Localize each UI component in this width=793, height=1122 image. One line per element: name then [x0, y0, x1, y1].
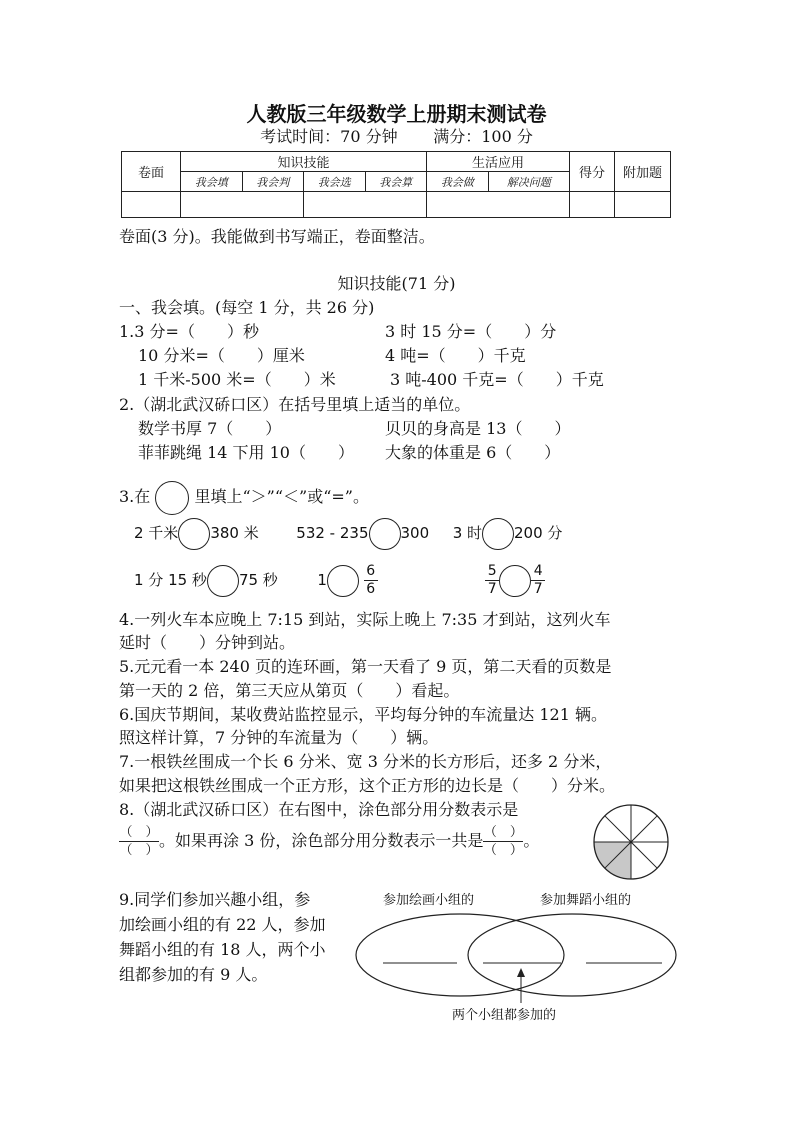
- q1-item: 3 吨-400 千克=（ ）千克: [390, 370, 604, 389]
- fraction: $\frac{5}{7}$: [485, 564, 499, 597]
- compare-circle: [155, 481, 189, 515]
- q2-item: 菲菲跳绳 14 下用 10（ ）: [138, 443, 354, 462]
- venn-label-bottom: 两个小组都参加的: [452, 1008, 557, 1023]
- col-defen: 得分: [570, 152, 615, 192]
- page-title: 人教版三年级数学上册期末测试卷: [246, 102, 547, 126]
- sub-jisuan: 我会算: [365, 172, 427, 192]
- col-fujia: 附加题: [615, 152, 671, 192]
- score-table: [121, 151, 671, 218]
- exam-time: 考试时间：70 分钟: [260, 127, 398, 146]
- arrow-head: [517, 968, 525, 977]
- q3-row2: 1 分 15 秒 75 秒 1 $\frac{6}{6}$ $\frac{5}{7}$ $\frac{4}{7}$: [134, 563, 545, 597]
- compare-circle[interactable]: [482, 518, 514, 550]
- q2-line: 2.（湖北武汉硚口区）在括号里填上适当的单位。: [119, 395, 471, 414]
- score-cell[interactable]: [615, 192, 671, 218]
- compare-circle[interactable]: [369, 518, 401, 550]
- section-title: 知识技能(71 分): [337, 274, 456, 293]
- q1-item: 10 分米=（ ）厘米: [138, 346, 305, 365]
- answer-fraction[interactable]: （ ） （ ）: [483, 825, 523, 858]
- compare-circle[interactable]: [499, 565, 531, 597]
- venn-label-left: 参加绘画小组的: [383, 893, 475, 908]
- score-cell[interactable]: [570, 192, 615, 218]
- answer-fraction[interactable]: （ ） （ ）: [119, 825, 159, 858]
- q8-line1: 8.（湖北武汉硚口区）在右图中，涂色部分用分数表示是: [119, 800, 519, 819]
- q7-line2: 如果把这根铁丝围成一个正方形，这个正方形的边长是（ ）分米。: [119, 776, 616, 795]
- score-cell[interactable]: [181, 192, 304, 218]
- score-cell[interactable]: [427, 192, 570, 218]
- compare-circle[interactable]: [207, 565, 239, 597]
- q9-line1: 9.同学们参加兴趣小组，参: [119, 890, 311, 909]
- q3-line: 3.在 里填上“＞”“＜”或“=”。: [119, 480, 369, 515]
- sub-zuo: 我会做: [427, 172, 489, 192]
- q1-heading: 一、我会填。(每空 1 分，共 26 分): [119, 298, 375, 317]
- q2-item: 贝贝的身高是 13（ ）: [385, 419, 571, 438]
- venn-diagram: [355, 905, 695, 1005]
- q5-line1: 5.元元看一本 240 页的连环画，第一天看了 9 页，第二天看的页数是: [119, 657, 612, 676]
- score-cell[interactable]: [122, 192, 181, 218]
- q6-line2: 照这样计算，7 分钟的车流量为（ ）辆。: [119, 728, 439, 747]
- q1-item: 1 千米-500 米=（ ）米: [138, 370, 336, 389]
- q7-line1: 7.一根铁丝围成一个长 6 分米、宽 3 分米的长方形后，还多 2 分米，: [119, 752, 612, 771]
- venn-label-right: 参加舞蹈小组的: [540, 893, 632, 908]
- q9-line4: 组都参加的有 9 人。: [119, 965, 268, 984]
- compare-circle[interactable]: [327, 565, 359, 597]
- q4-line2: 延时（ ）分钟到站。: [119, 633, 296, 652]
- q5-line2: 第一天的 2 倍，第三天应从第页（ ）看起。: [119, 681, 460, 700]
- exam-info: [0, 124, 793, 147]
- q9-line2: 加绘画小组的有 22 人，参加: [119, 915, 326, 934]
- q1-item: 4 吨=（ ）千克: [385, 346, 526, 365]
- q2-item: 大象的体重是 6（ ）: [385, 443, 561, 462]
- q3-row1: 2 千米 380 米 532 - 235 300 3 时 200 分: [134, 516, 562, 550]
- q9-line3: 舞蹈小组的有 18 人，两个小: [119, 940, 326, 959]
- sub-tianxie: 我会填: [181, 172, 243, 192]
- venn-ellipse-right: [468, 914, 676, 996]
- neatness-note: 卷面(3 分)。我能做到书写端正，卷面整洁。: [119, 227, 435, 246]
- compare-circle[interactable]: [178, 518, 210, 550]
- q8-line2: （ ） （ ） 。如果再涂 3 份，涂色部分用分数表示一共是 （ ） （ ） 。: [119, 825, 540, 858]
- q2-item: 数学书厚 7（ ）: [138, 419, 282, 438]
- q4-line1: 4.一列火车本应晚上 7:15 到站，实际上晚上 7:35 才到站，这列火车: [119, 610, 611, 629]
- sub-xuanze: 我会选: [304, 172, 366, 192]
- col-shenghuo: 生活应用: [427, 152, 570, 172]
- venn-ellipse-left: [356, 914, 564, 996]
- q1-item: 1.3 分=（ ）秒: [119, 322, 259, 341]
- col-juanmian: 卷面: [122, 152, 181, 192]
- sub-jiejue: 解决问题: [488, 172, 569, 192]
- q1-item: 3 时 15 分=（ ）分: [385, 322, 557, 341]
- col-zhishi: 知识技能: [181, 152, 427, 172]
- q6-line1: 6.国庆节期间，某收费站监控显示，平均每分钟的车流量达 121 辆。: [119, 705, 607, 724]
- fraction: $\frac{6}{6}$: [364, 564, 378, 597]
- exam-full-score: 满分：100 分: [433, 127, 533, 146]
- sub-panduan: 我会判: [242, 172, 304, 192]
- pie-diagram: [592, 803, 670, 881]
- score-cell[interactable]: [304, 192, 427, 218]
- fraction: $\frac{4}{7}$: [531, 564, 545, 597]
